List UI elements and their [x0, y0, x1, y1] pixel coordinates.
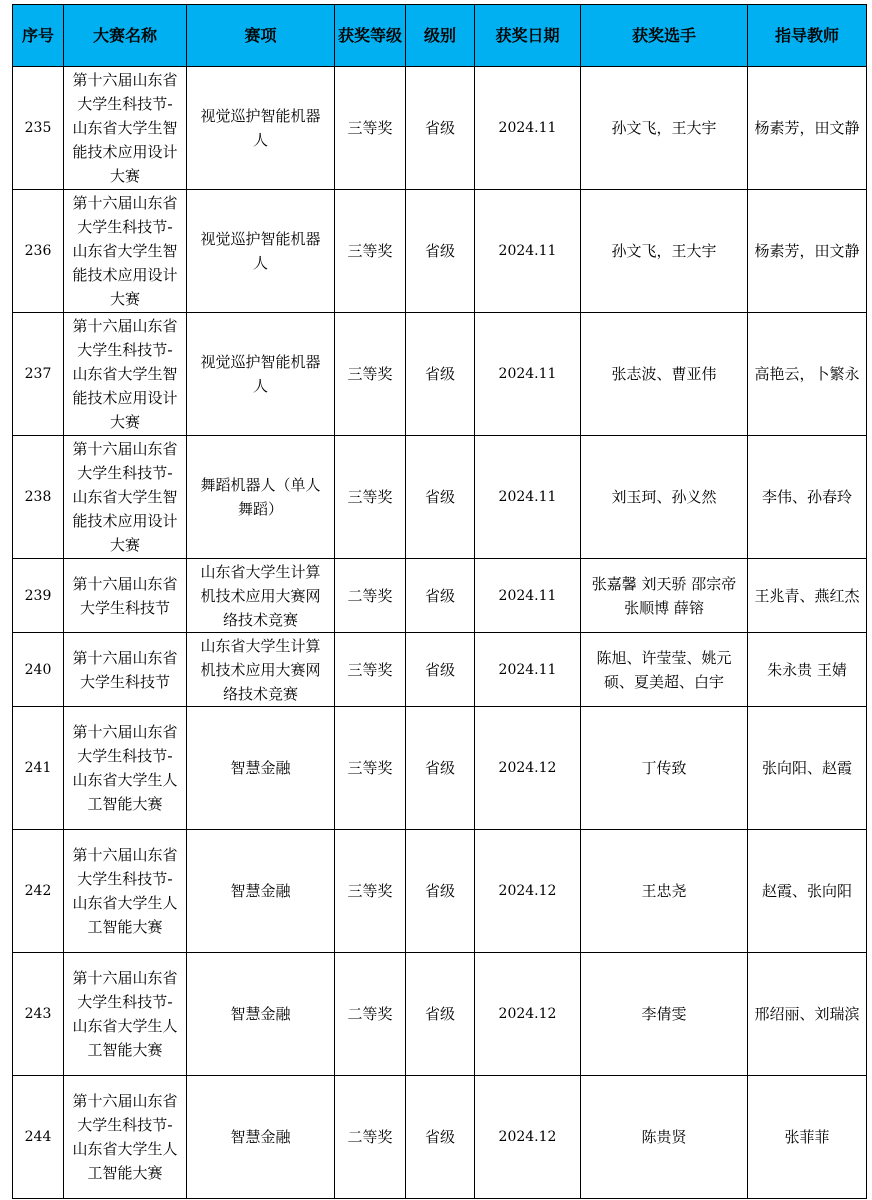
- table-row: [13, 436, 867, 559]
- row-date: 2024.11: [475, 559, 581, 633]
- header-winners: 获奖选手: [581, 5, 748, 67]
- row-award: 三等奖: [335, 830, 406, 953]
- row-event: 智慧金融: [187, 707, 335, 830]
- table-row: [13, 559, 867, 633]
- row-level: 省级: [406, 830, 475, 953]
- row-winners: 孙文飞，王大宇: [581, 67, 748, 190]
- row-winners: 张志波、曹亚伟: [581, 313, 748, 436]
- header-level: 级别: [406, 5, 475, 67]
- row-competition: 第十六届山东省大学生科技节-山东省大学生智能技术应用设计大赛: [64, 313, 187, 436]
- row-award: 三等奖: [335, 436, 406, 559]
- row-competition: 第十六届山东省大学生科技节-山东省大学生智能技术应用设计大赛: [64, 190, 187, 313]
- row-index: 237: [13, 313, 64, 436]
- row-level: 省级: [406, 1076, 475, 1199]
- row-award: 三等奖: [335, 313, 406, 436]
- row-award: 三等奖: [335, 633, 406, 707]
- row-index: 243: [13, 953, 64, 1076]
- row-award: 三等奖: [335, 67, 406, 190]
- row-advisors: 朱永贵 王婧: [748, 633, 867, 707]
- row-award: 三等奖: [335, 707, 406, 830]
- row-advisors: 张菲菲: [748, 1076, 867, 1199]
- row-date: 2024.11: [475, 633, 581, 707]
- awards-table: [12, 4, 867, 1199]
- row-winners: 张嘉馨 刘天骄 邵宗帝 张顺博 薛镕: [581, 559, 748, 633]
- row-winners: 陈旭、许莹莹、姚元硕、夏美超、白宇: [581, 633, 748, 707]
- row-level: 省级: [406, 190, 475, 313]
- row-index: 240: [13, 633, 64, 707]
- header-competition: 大赛名称: [64, 5, 187, 67]
- row-index: 239: [13, 559, 64, 633]
- row-level: 省级: [406, 559, 475, 633]
- row-date: 2024.11: [475, 67, 581, 190]
- row-date: 2024.12: [475, 830, 581, 953]
- row-event: 智慧金融: [187, 1076, 335, 1199]
- header-event: 赛项: [187, 5, 335, 67]
- table-row: [13, 313, 867, 436]
- header-advisors: 指导教师: [748, 5, 867, 67]
- header-date: 获奖日期: [475, 5, 581, 67]
- row-event: 舞蹈机器人（单人舞蹈）: [187, 436, 335, 559]
- row-date: 2024.12: [475, 953, 581, 1076]
- row-competition: 第十六届山东省大学生科技节-山东省大学生智能技术应用设计大赛: [64, 67, 187, 190]
- header-index: 序号: [13, 5, 64, 67]
- table-row: [13, 67, 867, 190]
- row-date: 2024.11: [475, 436, 581, 559]
- row-advisors: 赵霞、张向阳: [748, 830, 867, 953]
- row-award: 二等奖: [335, 559, 406, 633]
- header-row: [13, 5, 867, 67]
- table-row: [13, 190, 867, 313]
- table-row: [13, 633, 867, 707]
- row-winners: 孙文飞，王大宇: [581, 190, 748, 313]
- row-event: 智慧金融: [187, 953, 335, 1076]
- row-index: 238: [13, 436, 64, 559]
- table-row: [13, 953, 867, 1076]
- header-award: 获奖等级: [335, 5, 406, 67]
- row-level: 省级: [406, 633, 475, 707]
- row-level: 省级: [406, 67, 475, 190]
- row-advisors: 李伟、孙春玲: [748, 436, 867, 559]
- row-advisors: 王兆青、燕红杰: [748, 559, 867, 633]
- row-index: 236: [13, 190, 64, 313]
- row-event: 山东省大学生计算机技术应用大赛网络技术竞赛: [187, 633, 335, 707]
- row-award: 二等奖: [335, 953, 406, 1076]
- row-award: 三等奖: [335, 190, 406, 313]
- row-date: 2024.12: [475, 707, 581, 830]
- row-event: 视觉巡护智能机器人: [187, 313, 335, 436]
- row-date: 2024.11: [475, 313, 581, 436]
- row-index: 244: [13, 1076, 64, 1199]
- row-date: 2024.11: [475, 190, 581, 313]
- table-row: [13, 707, 867, 830]
- row-advisors: 邢绍丽、刘瑞滨: [748, 953, 867, 1076]
- row-level: 省级: [406, 953, 475, 1076]
- row-index: 241: [13, 707, 64, 830]
- table-row: [13, 1076, 867, 1199]
- row-level: 省级: [406, 707, 475, 830]
- row-level: 省级: [406, 436, 475, 559]
- row-winners: 陈贵贤: [581, 1076, 748, 1199]
- row-advisors: 杨素芳，田文静: [748, 67, 867, 190]
- row-award: 二等奖: [335, 1076, 406, 1199]
- table-row: [13, 830, 867, 953]
- row-level: 省级: [406, 313, 475, 436]
- row-event: 智慧金融: [187, 830, 335, 953]
- row-advisors: 高艳云，卜繁永: [748, 313, 867, 436]
- row-winners: 李倩雯: [581, 953, 748, 1076]
- row-advisors: 张向阳、赵霞: [748, 707, 867, 830]
- row-index: 242: [13, 830, 64, 953]
- row-competition: 第十六届山东省大学生科技节-山东省大学生人工智能大赛: [64, 830, 187, 953]
- row-advisors: 杨素芳，田文静: [748, 190, 867, 313]
- row-competition: 第十六届山东省大学生科技节-山东省大学生智能技术应用设计大赛: [64, 436, 187, 559]
- row-winners: 丁传致: [581, 707, 748, 830]
- row-winners: 王忠尧: [581, 830, 748, 953]
- row-competition: 第十六届山东省大学生科技节: [64, 559, 187, 633]
- row-index: 235: [13, 67, 64, 190]
- row-competition: 第十六届山东省大学生科技节: [64, 633, 187, 707]
- row-event: 视觉巡护智能机器人: [187, 67, 335, 190]
- row-winners: 刘玉珂、孙义然: [581, 436, 748, 559]
- row-date: 2024.12: [475, 1076, 581, 1199]
- row-event: 山东省大学生计算机技术应用大赛网络技术竞赛: [187, 559, 335, 633]
- row-event: 视觉巡护智能机器人: [187, 190, 335, 313]
- row-competition: 第十六届山东省大学生科技节-山东省大学生人工智能大赛: [64, 707, 187, 830]
- row-competition: 第十六届山东省大学生科技节-山东省大学生人工智能大赛: [64, 953, 187, 1076]
- row-competition: 第十六届山东省大学生科技节-山东省大学生人工智能大赛: [64, 1076, 187, 1199]
